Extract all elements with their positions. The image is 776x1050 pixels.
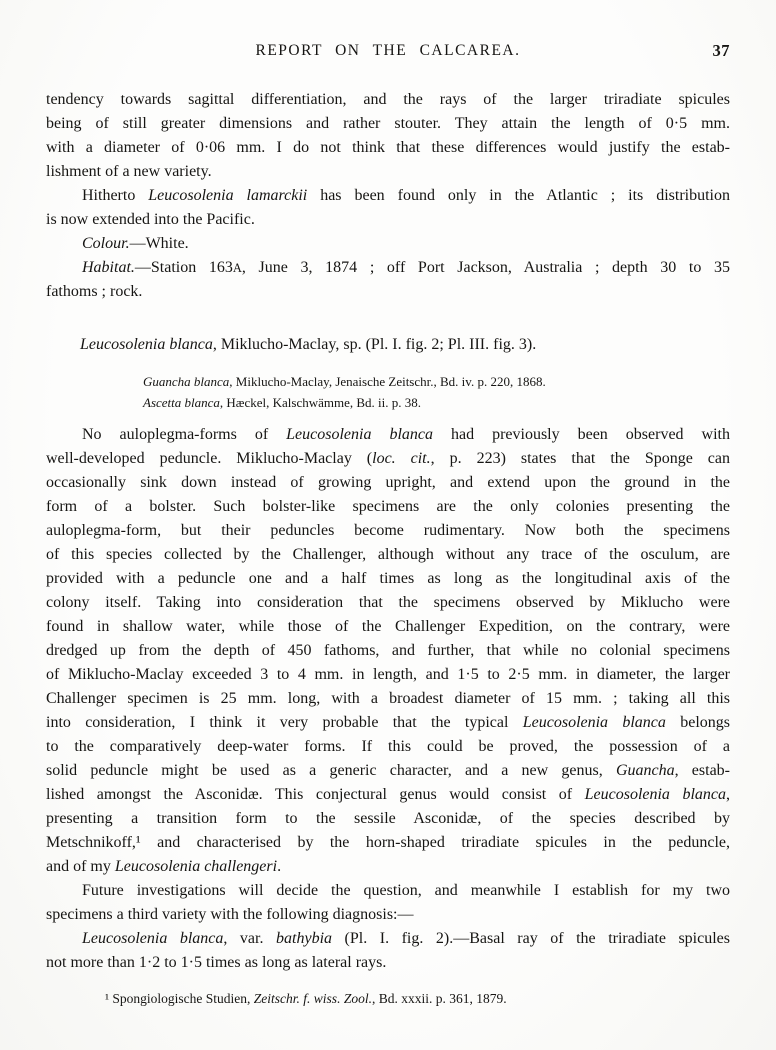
text-column	[46, 88, 730, 975]
text-line: specimens a third variety with the following diagnosis:—	[46, 906, 414, 923]
text-line: tendency towards sagittal differentiation, and the rays of the larger triradiate spicules	[46, 91, 730, 108]
text-line: Hitherto Leucosolenia lamarckii has been found only in the Atlantic ; its distribution	[82, 187, 731, 204]
text-line: Ascetta blanca, Hæckel, Kalschwämme, Bd. ii. p. 38.	[143, 395, 422, 410]
species-heading	[80, 333, 730, 357]
text-line: dredged up from the depth of 450 fathoms, and further, that while no colonial specimens	[46, 642, 730, 659]
text-line: fathoms ; rock.	[46, 283, 143, 300]
footnote	[46, 989, 730, 1009]
text-line: into consideration, I think it very probable that the typical Leucosolenia blanca belongs	[46, 714, 730, 731]
text-line: form of a bolster. Such bolster-like specimens are the only colonies presenting the	[46, 498, 730, 515]
text-line: Habitat.—Station 163A, June 3, 1874 ; off Port Jackson, Australia ; depth 30 to 35	[82, 259, 730, 276]
text-line: Guancha blanca, Miklucho-Maclay, Jenaische Zeitschr., Bd. iv. p. 220, 1868.	[143, 374, 546, 389]
text-line: of this species collected by the Challenger, although without any trace of the osculum, are	[46, 546, 730, 563]
text-line: Colour.—White.	[82, 235, 189, 252]
running-head-title: REPORT ON THE CALCAREA.	[255, 42, 521, 59]
synonymy-list	[143, 371, 730, 413]
text-line: No auloplegma-forms of Leucosolenia blanca had previously been observed with	[82, 426, 730, 443]
text-line: Metschnikoff,¹ and characterised by the horn-shaped triradiate spicules in the peduncle,	[46, 834, 730, 851]
text-line: found in shallow water, while those of the Challenger Expedition, on the contrary, were	[46, 618, 730, 635]
page-number: 37	[712, 41, 730, 60]
text-line: with a diameter of 0·06 mm. I do not think that these differences would justify the estab-	[46, 139, 730, 156]
text-line: presenting a transition form to the sessile Asconidæ, of the species described by	[46, 810, 730, 827]
text-line: being of still greater dimensions and rather stouter. They attain the length of 0·5 mm.	[46, 115, 730, 132]
paragraph-distribution	[46, 184, 730, 232]
paragraph-continued	[46, 88, 730, 184]
text-line: solid peduncle might be used as a generic character, and a new genus, Guancha, estab-	[46, 762, 730, 779]
text-line: Future investigations will decide the question, and meanwhile I establish for my two	[82, 882, 730, 899]
paragraph-colour	[46, 232, 730, 256]
text-line: not more than 1·2 to 1·5 times as long as lateral rays.	[46, 954, 387, 971]
text-line: Leucosolenia blanca, Miklucho-Maclay, sp. (Pl. I. fig. 2; Pl. III. fig. 3).	[80, 336, 537, 353]
text-line: provided with a peduncle one and a half times as long as the longitudinal axis of the	[46, 570, 730, 587]
paragraph-habitat	[46, 256, 730, 304]
text-line: lished amongst the Asconidæ. This conjectural genus would consist of Leucosolenia blanca,	[46, 786, 730, 803]
text-line: to the comparatively deep-water forms. If this could be proved, the possession of a	[46, 738, 730, 755]
paragraph-future	[46, 879, 730, 927]
text-line: Challenger specimen is 25 mm. long, with a broadest diameter of 15 mm. ; taking all this	[46, 690, 730, 707]
paragraph-diagnosis	[46, 927, 730, 975]
text-line: well-developed peduncle. Miklucho-Maclay (loc. cit., p. 223) states that the Sponge can	[46, 450, 730, 467]
footnote-text: ¹ Spongiologische Studien, Zeitschr. f. wiss. Zool., Bd. xxxii. p. 361, 1879.	[105, 991, 507, 1006]
text-line: Leucosolenia blanca, var. bathybia (Pl. I. fig. 2).—Basal ray of the triradiate spicules	[82, 930, 731, 947]
text-line: is now extended into the Pacific.	[46, 211, 255, 228]
text-line: colony itself. Taking into consideration that the specimens observed by Miklucho were	[46, 594, 730, 611]
text-line: and of my Leucosolenia challengeri.	[46, 858, 282, 875]
paragraph-main	[46, 423, 730, 879]
text-line: of Miklucho-Maclay exceeded 3 to 4 mm. in length, and 1·5 to 2·5 mm. in diameter, the larger	[46, 666, 730, 683]
running-header	[46, 40, 730, 62]
small-cap: A	[232, 261, 242, 275]
text-line: occasionally sink down instead of growing upright, and extend upon the ground in the	[46, 474, 730, 491]
text-line: lishment of a new variety.	[46, 163, 212, 180]
text-line: auloplegma-form, but their peduncles become rudimentary. Now both the specimens	[46, 522, 730, 539]
